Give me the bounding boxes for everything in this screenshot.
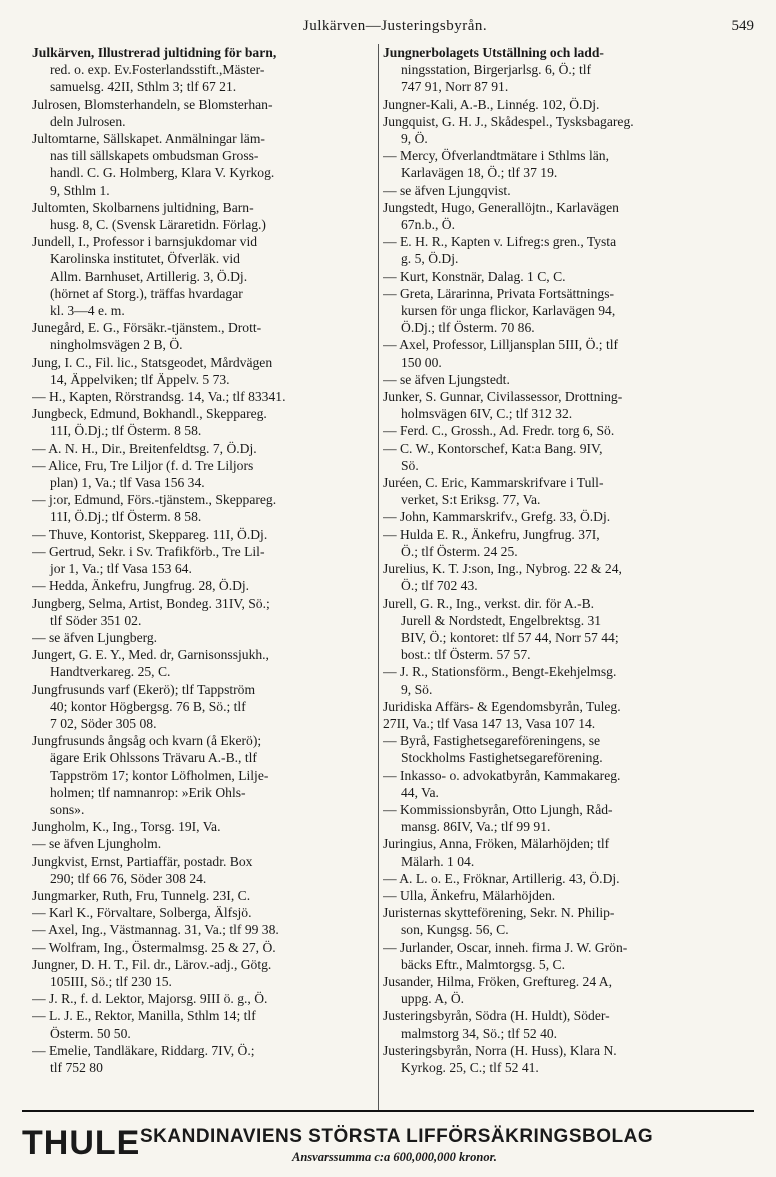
directory-line: Jungstedt, Hugo, Generallöjtn., Karlavägen xyxy=(383,199,619,215)
directory-line: 7 02, Söder 305 08. xyxy=(50,715,157,731)
directory-line: Kyrkog. 25, C.; tlf 52 41. xyxy=(401,1059,539,1075)
directory-line: 14, Äppelviken; tlf Äppelv. 5 73. xyxy=(50,371,230,387)
directory-line: Jung, I. C., Fil. lic., Statsgeodet, Mårdvägen xyxy=(32,354,273,370)
directory-line: Karlavägen 18, Ö.; tlf 37 19. xyxy=(401,165,558,181)
directory-line: husg. 8, C. (Svensk Läraretidn. Förlag.) xyxy=(50,217,266,233)
directory-line: — Ferd. C., Grossh., Ad. Fredr. torg 6, Sö. xyxy=(383,423,615,439)
directory-line: Jungbeck, Edmund, Bokhandl., Skeppareg. xyxy=(32,406,267,422)
directory-line: — A. L. o. E., Fröknar, Artillerig. 43, Ö.Dj. xyxy=(383,870,620,886)
directory-line: — Jurlander, Oscar, inneh. firma J. W. Grön- xyxy=(383,939,628,955)
directory-line: — Karl K., Förvaltare, Solberga, Älfsjö. xyxy=(32,905,252,921)
directory-line: — C. W., Kontorschef, Kat:a Bang. 9IV, xyxy=(383,440,603,456)
directory-line: nas till sällskapets ombudsman Gross- xyxy=(50,148,259,164)
directory-line: holmsvägen 6IV, C.; tlf 312 32. xyxy=(401,406,573,422)
directory-line: Jurell & Nordstedt, Engelbrektsg. 31 xyxy=(401,612,602,628)
right-column xyxy=(383,44,753,1076)
directory-line: — J. R., Stationsförm., Bengt-Ekehjelmsg. xyxy=(383,664,617,680)
directory-line: Ö.; tlf 702 43. xyxy=(401,578,478,594)
directory-line: BIV, Ö.; kontoret: tlf 57 44, Norr 57 44; xyxy=(401,629,619,645)
directory-line: 11I, Ö.Dj.; tlf Österm. 8 58. xyxy=(50,423,202,439)
directory-line: — se äfven Ljungholm. xyxy=(32,836,162,852)
directory-line: red. o. exp. Ev.Fosterlandsstift.,Mäster- xyxy=(50,62,265,78)
directory-line: Mälarh. 1 04. xyxy=(401,853,475,869)
directory-line: — Kommissionsbyrån, Otto Ljungh, Råd- xyxy=(383,801,613,817)
directory-line: verket, S:t Eriksg. 77, Va. xyxy=(401,492,541,508)
directory-line: — se äfven Ljungstedt. xyxy=(383,371,510,387)
directory-line: Handtverkareg. 25, C. xyxy=(50,664,171,680)
directory-line: 747 91, Norr 87 91. xyxy=(401,79,509,95)
directory-line: Jurelius, K. T. J:son, Ing., Nybrog. 22 & 24, xyxy=(383,561,622,577)
directory-line: 9, Ö. xyxy=(401,131,428,147)
directory-line: Jultomtarne, Sällskapet. Anmälningar läm- xyxy=(32,131,265,147)
directory-line: mansg. 86IV, Va.; tlf 99 91. xyxy=(401,819,551,835)
directory-line: ningholmsvägen 2 B, Ö. xyxy=(50,337,183,353)
directory-line: — se äfven Ljungberg. xyxy=(32,629,158,645)
directory-line: 67n.b., Ö. xyxy=(401,217,455,233)
directory-line: Junegård, E. G., Försäkr.-tjänstem., Drott- xyxy=(32,320,262,336)
directory-line: — Kurt, Konstnär, Dalag. 1 C, C. xyxy=(383,268,566,284)
directory-line: Jungfrusunds varf (Ekerö); tlf Tappström xyxy=(32,681,256,697)
directory-line: Jurell, G. R., Ing., verkst. dir. för A.-B. xyxy=(383,595,595,611)
directory-line: (hörnet af Storg.), träffas hvardagar xyxy=(50,285,243,301)
directory-line: Junker, S. Gunnar, Civilassessor, Drottning- xyxy=(383,389,623,405)
directory-line: — Mercy, Öfverlandtmätare i Sthlms län, xyxy=(383,148,609,164)
directory-line: — Greta, Lärarinna, Privata Fortsättnings- xyxy=(383,285,615,301)
directory-line: handl. C. G. Holmberg, Klara V. Kyrkog. xyxy=(50,165,275,181)
directory-line: 27II, Va.; tlf Vasa 147 13, Vasa 107 14. xyxy=(383,715,596,731)
directory-line: — Axel, Ing., Västmannag. 31, Va.; tlf 99 38. xyxy=(32,922,279,938)
directory-line: — H., Kapten, Rörstrandsg. 14, Va.; tlf 83341. xyxy=(32,389,286,405)
directory-line: Juréen, C. Eric, Kammarskrifvare i Tull- xyxy=(383,475,604,491)
directory-line: tlf 752 80 xyxy=(50,1059,103,1075)
thule-advert xyxy=(22,1120,754,1172)
directory-line: 150 00. xyxy=(401,354,442,370)
directory-line: holmen; tlf namnanrop: »Erik Ohls- xyxy=(50,784,246,800)
directory-line: kl. 3—4 e. m. xyxy=(50,303,125,319)
page-number: 549 xyxy=(731,18,754,34)
directory-line: Jungkvist, Ernst, Partiaffär, postadr. Box xyxy=(32,853,253,869)
directory-line: Ö.; tlf Österm. 24 25. xyxy=(401,543,518,559)
directory-line: Stockholms Fastighetsegareförening. xyxy=(401,750,603,766)
directory-line: 105III, Sö.; tlf 230 15. xyxy=(50,973,172,989)
directory-line: Tappström 17; kontor Löfholmen, Lilje- xyxy=(50,767,269,783)
running-title: Julkärven—Justeringsbyrån. xyxy=(302,18,488,34)
directory-line: son, Kungsg. 56, C. xyxy=(401,922,509,938)
directory-line: malmstorg 34, Sö.; tlf 52 40. xyxy=(401,1025,558,1041)
directory-line: Justeringsbyrån, Södra (H. Huldt), Söder- xyxy=(383,1008,610,1024)
directory-line: Jungnerbolagets Utställning och ladd- xyxy=(383,45,604,60)
directory-line: bäcks Eftr., Malmtorgsg. 5, C. xyxy=(401,956,565,972)
directory-line: Juridiska Affärs- & Egendomsbyrån, Tuleg. xyxy=(383,698,621,714)
directory-line: Julrosen, Blomsterhandeln, se Blomsterhan- xyxy=(32,96,273,112)
directory-line: Justeringsbyrån, Norra (H. Huss), Klara N. xyxy=(383,1042,617,1058)
directory-line: 290; tlf 66 76, Söder 308 24. xyxy=(50,870,207,886)
directory-line: — Thuve, Kontorist, Skeppareg. 11I, Ö.Dj. xyxy=(32,526,268,542)
thule-logo: THULE xyxy=(22,1124,141,1162)
directory-line: Österm. 50 50. xyxy=(50,1025,131,1041)
directory-line: kursen för unga flickor, Karlavägen 94, xyxy=(401,303,616,319)
directory-line: — Wolfram, Ing., Östermalmsg. 25 & 27, Ö. xyxy=(32,939,276,955)
directory-line: — Gertrud, Sekr. i Sv. Trafikförb., Tre Lil- xyxy=(32,543,265,559)
directory-line: — John, Kammarskrifv., Grefg. 33, Ö.Dj. xyxy=(383,509,611,525)
directory-line: — j:or, Edmund, Förs.-tjänstem., Skeppareg. xyxy=(32,492,277,508)
directory-line: uppg. A, Ö. xyxy=(401,991,465,1007)
directory-line: 9, Sthlm 1. xyxy=(50,182,110,198)
page-header xyxy=(36,18,754,40)
directory-line: — Inkasso- o. advokatbyrån, Kammakareg. xyxy=(383,767,621,783)
directory-line: — Byrå, Fastighetsegareföreningens, se xyxy=(383,733,601,749)
directory-line: Jungholm, K., Ing., Torsg. 19I, Va. xyxy=(32,819,221,835)
directory-line: bost.: tlf Österm. 57 57. xyxy=(401,647,531,663)
directory-line: Jungberg, Selma, Artist, Bondeg. 31IV, Sö.; xyxy=(32,595,270,611)
directory-line: Jungert, G. E. Y., Med. dr, Garnisonssjukh., xyxy=(32,647,269,663)
directory-line: — Axel, Professor, Lilljansplan 5III, Ö.; tlf xyxy=(383,337,619,353)
directory-line: — E. H. R., Kapten v. Lifreg:s gren., Tysta xyxy=(383,234,617,250)
directory-line: deln Julrosen. xyxy=(50,113,126,129)
directory-line: 11I, Ö.Dj.; tlf Österm. 8 58. xyxy=(50,509,202,525)
directory-line: jor 1, Va.; tlf Vasa 153 64. xyxy=(50,561,192,577)
directory-line: — Hulda E. R., Änkefru, Jungfrug. 37I, xyxy=(383,526,600,542)
directory-line: 40; kontor Högbergsg. 76 B, Sö.; tlf xyxy=(50,698,246,714)
directory-line: — Emelie, Tandläkare, Riddarg. 7IV, Ö.; xyxy=(32,1042,255,1058)
directory-line: plan) 1, Va.; tlf Vasa 156 34. xyxy=(50,475,205,491)
directory-line: Juristernas skytteförening, Sekr. N. Philip- xyxy=(383,905,615,921)
directory-line: Allm. Barnhuset, Artillerig. 3, Ö.Dj. xyxy=(50,268,248,284)
directory-line: Jungmarker, Ruth, Fru, Tunnelg. 23I, C. xyxy=(32,887,251,903)
directory-line: Sö. xyxy=(401,457,419,473)
directory-line: — Hedda, Änkefru, Jungfrug. 28, Ö.Dj. xyxy=(32,578,250,594)
directory-line: Jungfrusunds ångsåg och kvarn (å Ekerö); xyxy=(32,733,262,749)
directory-line: — L. J. E., Rektor, Manilla, Sthlm 14; tlf xyxy=(32,1008,256,1024)
directory-line: Ö.Dj.; tlf Österm. 70 86. xyxy=(401,320,535,336)
directory-line: ningsstation, Birgerjarlsg. 6, Ö.; tlf xyxy=(401,62,592,78)
directory-line: 9, Sö. xyxy=(401,681,433,697)
directory-line: — A. N. H., Dir., Breitenfeldtsg. 7, Ö.Dj. xyxy=(32,440,257,456)
directory-line: — Ulla, Änkefru, Mälarhöjden. xyxy=(383,887,556,903)
directory-line: sons». xyxy=(50,801,85,817)
advert-company: SKANDINAVIENS STÖRSTA LIFFÖRSÄKRINGSBOLAG xyxy=(140,1126,654,1147)
left-column xyxy=(32,44,375,1076)
directory-line: Juringius, Anna, Fröken, Mälarhöjden; tlf xyxy=(383,836,610,852)
directory-line: ägare Erik Ohlssons Trävaru A.-B., tlf xyxy=(50,750,257,766)
directory-line: Jundell, I., Professor i barnsjukdomar vid xyxy=(32,234,258,250)
directory-line: samuelsg. 42II, Sthlm 3; tlf 67 21. xyxy=(50,79,237,95)
directory-line: Karolinska institutet, Öfverläk. vid xyxy=(50,251,240,267)
directory-line: Jungner, D. H. T., Fil. dr., Lärov.-adj., Götg. xyxy=(32,956,272,972)
directory-line: — Alice, Fru, Tre Liljor (f. d. Tre Liljors xyxy=(32,457,254,473)
directory-line: Jungner-Kali, A.-B., Linnég. 102, Ö.Dj. xyxy=(383,96,600,112)
directory-line: — se äfven Ljungqvist. xyxy=(383,182,511,198)
directory-line: Julkärven, Illustrerad jultidning för barn, xyxy=(32,45,277,60)
advert-subtitle: Ansvarssumma c:a 600,000,000 kronor. xyxy=(292,1150,497,1164)
directory-line: Jungquist, G. H. J., Skådespel., Tysksbagareg. xyxy=(383,113,634,129)
advert-top-rule xyxy=(22,1110,754,1112)
directory-line: g. 5, Ö.Dj. xyxy=(401,251,459,267)
directory-line: — J. R., f. d. Lektor, Majorsg. 9III ö. g., Ö. xyxy=(32,991,268,1007)
directory-line: 44, Va. xyxy=(401,784,439,800)
directory-line: Jusander, Hilma, Fröken, Greftureg. 24 A, xyxy=(383,973,612,989)
directory-line: Jultomten, Skolbarnens jultidning, Barn- xyxy=(32,199,254,215)
column-divider xyxy=(378,44,379,1110)
directory-line: tlf Söder 351 02. xyxy=(50,612,142,628)
